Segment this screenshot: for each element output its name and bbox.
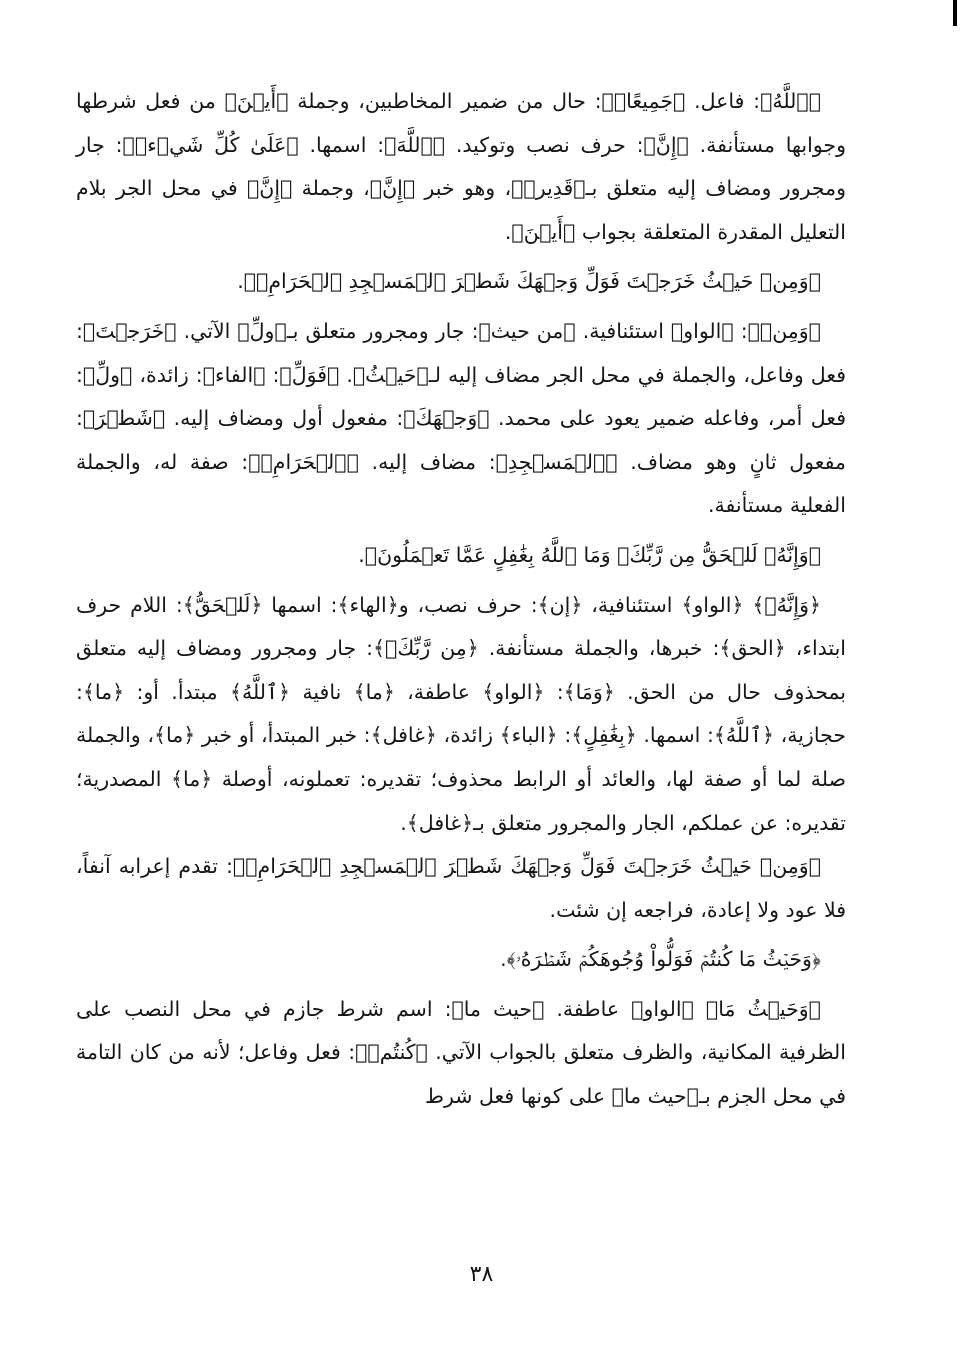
verse-2: ﴿وَإِنَّهُۥ لَلۡحَقُّ مِن رَّبِّكَۗ وَمَا ٱللَّهُ بِغَٰفِلٍ عَمَّا تَعۡمَلُونَ﴾.	[358, 542, 821, 567]
verse-3: ﴿وَحَيۡثُ مَا كُنتُمۡ فَوَلُّواْ وُجُوهَكُمۡ شَطۡرَهُۥ﴾.	[500, 947, 821, 972]
paragraph-2: ﴿وَمِنۡ﴾: ﴿الواو﴾ استئنافية. ﴿من حيث﴾: جار ومجرور متعلق بـ﴿ولِّ﴾ الآتي. ﴿خَرَجۡتَ﴾: فعل وفاعل، والجملة في محل الجر مضاف إليه لـ﴿حَيۡثُ﴾. ﴿فَوَلِّ﴾: ﴿الفاء﴾: زائدة، ﴿ولِّ﴾: فعل أمر، وفاعله ضمير يعود على محمد. ﴿وَجۡهَكَ﴾: مفعول أول ومضاف إليه. ﴿شَطۡرَ﴾: مفعول ثانٍ وهو مضاف. ﴿ٱلۡمَسۡجِدِ﴾: مضاف إليه. ﴿ٱلۡحَرَامِۖ﴾: صفة له، والجملة الفعلية مستأنفة.	[76, 318, 846, 518]
paragraph-4: ﴿وَمِنۡ حَيۡثُ خَرَجۡتَ فَوَلِّ وَجۡهَكَ شَطۡرَ ٱلۡمَسۡجِدِ ٱلۡحَرَامِۖ﴾: تقدم إعرابه آنفاً، فلا عود ولا إعادة، فراجعه إن شئت.	[76, 854, 846, 922]
page-body	[76, 80, 846, 1119]
paragraph-1: ﴿ٱللَّهُ﴾: فاعل. ﴿جَمِيعًاۚ﴾: حال من ضمير المخاطبين، وجملة ﴿أَيۡنَ﴾ من فعل شرطها وجوابها مستأنفة. ﴿إِنَّ﴾: حرف نصب وتوكيد. ﴿ٱللَّهَ﴾: اسمها. ﴿عَلَىٰ كُلِّ شَيۡءٖ﴾: جار ومجرور ومضاف إليه متعلق بـ﴿قَدِيرٞ﴾، وهو خبر ﴿إِنَّ﴾، وجملة ﴿إِنَّ﴾ في محل الجر بلام التعليل المقدرة المتعلقة بجواب ﴿أَيۡنَ﴾.	[76, 89, 846, 244]
page-number: ٣٨	[469, 1262, 494, 1287]
verse-1: ﴿وَمِنۡ حَيۡثُ خَرَجۡتَ فَوَلِّ وَجۡهَكَ شَطۡرَ ٱلۡمَسۡجِدِ ٱلۡحَرَامِۖ﴾.	[237, 269, 821, 294]
page-corner-mark	[953, 0, 957, 26]
paragraph-5: ﴿وَحَيۡثُ مَا﴾ ﴿الواو﴾ عاطفة. ﴿حيث ما﴾: اسم شرط جازم في محل النصب على الظرفية المكانية، والظرف متعلق بالجواب الآتي. ﴿كُنتُمۡ﴾: فعل وفاعل؛ لأنه من كان التامة في محل الجزم بـ﴿حيث ما﴾ على كونها فعل شرط	[76, 996, 846, 1109]
paragraph-3: ﴿وَإِنَّهُۥ﴾ ﴿الواو﴾ استئنافية، ﴿إن﴾: حرف نصب، و﴿الهاء﴾: اسمها ﴿لَلۡحَقُّ﴾: اللام حرف ابتداء، ﴿الحق﴾: خبرها، والجملة مستأنفة. ﴿مِن رَّبِّكَۗ﴾: جار ومجرور ومضاف إليه متعلق بمحذوف حال من الحق. ﴿وَمَا﴾: ﴿الواو﴾ عاطفة، ﴿ما﴾ نافية ﴿ٱللَّهُ﴾ مبتدأ. أو: ﴿ما﴾: حجازية، ﴿ٱللَّهُ﴾: اسمها. ﴿بِغَٰفِلٍ﴾: ﴿الباء﴾ زائدة، ﴿غافل﴾: خبر المبتدأ، أو خبر ﴿ما﴾، والجملة صلة لما أو صفة لها، والعائد أو الرابط محذوف؛ تقديره: تعملونه، أوصلة ﴿ما﴾ المصدرية؛ تقديره: عن عملكم، الجار والمجرور متعلق بـ﴿غافل﴾.	[76, 592, 846, 835]
